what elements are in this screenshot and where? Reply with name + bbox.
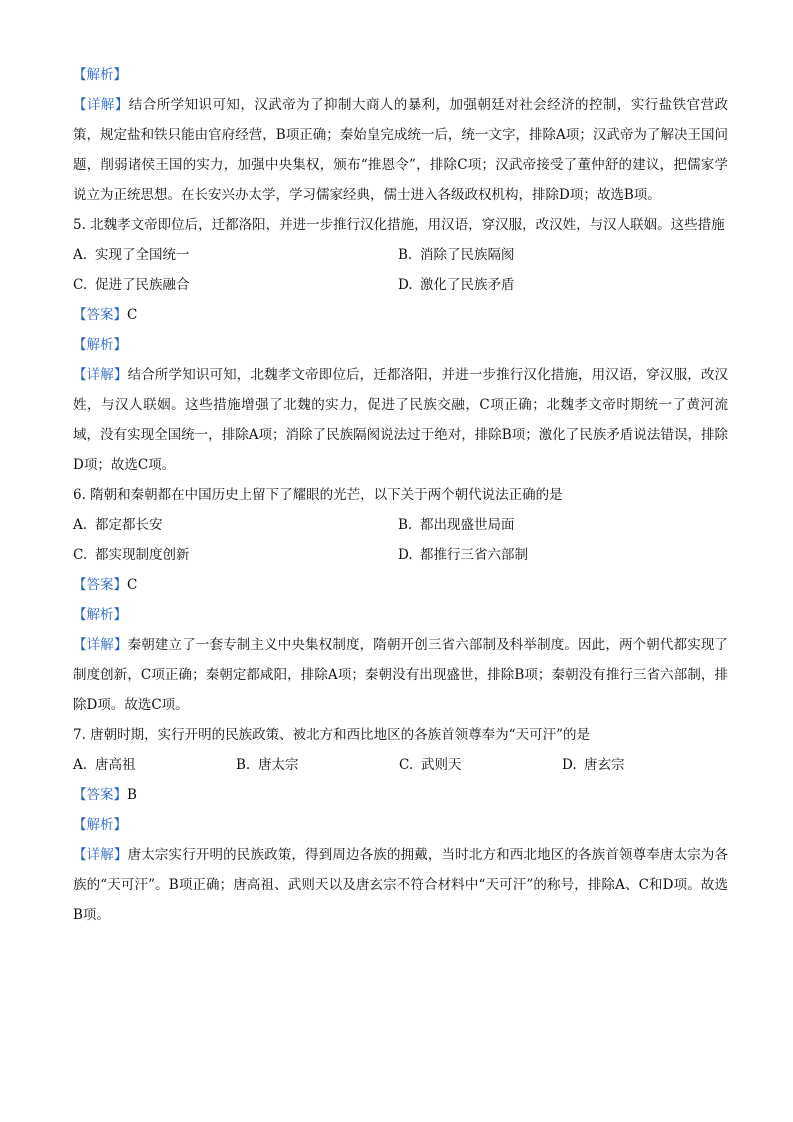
option-row [73,750,728,780]
analysis-heading [73,810,728,840]
option-b[interactable] [398,510,723,540]
option-letter: B. [236,757,251,773]
option-letter: A. [73,757,88,773]
analysis-tag: 【解析】 [73,817,127,833]
detail-tag: 【详解】 [73,847,128,863]
option-letter: A. [73,517,88,533]
option-text: 促进了民族融合 [95,277,190,293]
option-c[interactable] [73,540,398,570]
detail-tag: 【详解】 [73,367,128,383]
answer-line [73,780,728,810]
explanation-text: 唐太宗实行开明的民族政策，得到周边各族的拥戴，当时北方和西北地区的各族首领尊奉唐太宗为各族的“天可汗”。B项正确；唐高祖、武则天以及唐玄宗不符合材料中“天可汗”的称号，排除A、C和D项。故选B项。 [73,847,729,923]
option-letter: D. [398,547,413,563]
option-letter: A. [73,247,88,263]
option-letter: D. [398,277,413,293]
explanation-text: 秦朝建立了一套专制主义中央集权制度，隋朝开创三省六部制及科举制度。因此，两个朝代都实现了制度创新，C项正确；秦朝定都咸阳，排除A项；秦朝没有出现盛世，排除B项；秦朝没有推行三省六部制，排除D项。故选C项。 [73,637,729,713]
analysis-heading [73,60,728,90]
explanation-paragraph [73,360,728,480]
option-text: 唐玄宗 [584,757,625,773]
option-text: 武则天 [421,757,462,773]
option-a[interactable] [73,750,236,780]
option-c[interactable] [399,750,562,780]
option-b[interactable] [398,240,723,270]
question-stem: 5. 北魏孝文帝即位后，迁都洛阳，并进一步推行汉化措施，用汉语，穿汉服，改汉姓，与汉人联姻。这些措施 [73,217,725,233]
explanation-paragraph [73,90,728,210]
option-a[interactable] [73,510,398,540]
option-letter: C. [73,547,88,563]
option-d[interactable] [398,270,723,300]
option-d[interactable] [562,750,725,780]
answer-tag: 【答案】 [73,787,127,803]
explanation-text: 结合所学知识可知，汉武帝为了抑制大商人的暴利，加强朝廷对社会经济的控制，实行盐铁官营政策，规定盐和铁只能由官府经营，B项正确；秦始皇完成统一后，统一文字，排除A项；汉武帝为了解决王国问题，削弱诸侯王国的实力，加强中央集权，颁布“推恩令”，排除C项；汉武帝接受了董仲舒的建议，把儒家学说立为正统思想。在长安兴办太学，学习儒家经典，儒士进入各级政权机构，排除D项；故选B项。 [73,97,729,203]
option-text: 唐高祖 [95,757,136,773]
answer-tag: 【答案】 [73,577,127,593]
option-row [73,540,728,570]
analysis-tag: 【解析】 [73,337,127,353]
option-text: 实现了全国统一 [95,247,190,263]
detail-tag: 【详解】 [73,97,129,113]
option-row [73,240,728,270]
option-letter: D. [562,757,577,773]
option-letter: C. [399,757,414,773]
option-b[interactable] [236,750,399,780]
option-letter: B. [398,247,413,263]
explanation-paragraph [73,840,728,930]
option-text: 都出现盛世局面 [420,517,515,533]
option-letter: C. [73,277,88,293]
explanation-text: 结合所学知识可知，北魏孝文帝即位后，迁都洛阳，并进一步推行汉化措施，用汉语，穿汉服，改汉姓，与汉人联姻。这些措施增强了北魏的实力，促进了民族交融，C项正确；北魏孝文帝时期统一了黄河流域，没有实现全国统一，排除A项；消除了民族隔阂说法过于绝对，排除B项；激化了民族矛盾说法错误，排除D项；故选C项。 [73,367,729,473]
option-text: 都推行三省六部制 [420,547,528,563]
option-text: 唐太宗 [258,757,299,773]
option-letter: B. [398,517,413,533]
analysis-tag: 【解析】 [73,67,127,83]
answer-value: B [127,787,137,803]
option-text: 消除了民族隔阂 [420,247,515,263]
document-page [73,60,728,930]
answer-tag: 【答案】 [73,307,127,323]
analysis-heading [73,330,728,360]
answer-line [73,300,728,330]
option-a[interactable] [73,240,398,270]
question-stem: 7. 唐朝时期，实行开明的民族政策、被北方和西比地区的各族首领尊奉为“天可汗”的是 [73,727,590,743]
analysis-tag: 【解析】 [73,607,127,623]
option-d[interactable] [398,540,723,570]
answer-value: C [127,577,138,593]
option-row [73,510,728,540]
answer-line [73,570,728,600]
option-row [73,270,728,300]
answer-value: C [127,307,138,323]
option-text: 激化了民族矛盾 [420,277,515,293]
option-c[interactable] [73,270,398,300]
detail-tag: 【详解】 [73,637,128,653]
analysis-heading [73,600,728,630]
question-stem: 6. 隋朝和秦朝都在中国历史上留下了耀眼的光芒，以下关于两个朝代说法正确的是 [73,487,563,503]
option-text: 都定都长安 [95,517,163,533]
option-text: 都实现制度创新 [95,547,190,563]
explanation-paragraph [73,630,728,720]
